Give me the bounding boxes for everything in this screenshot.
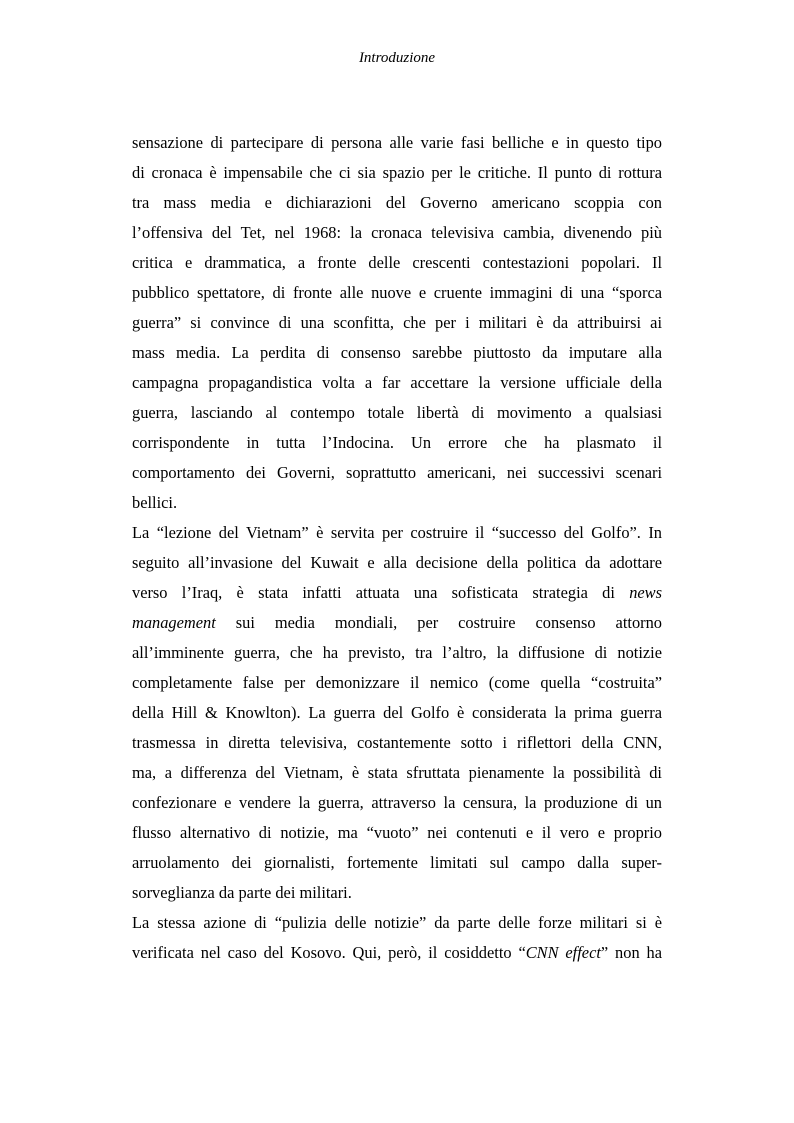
text-line: La “lezione del Vietnam” è servita per costruire il “successo del Golfo”. In [132,523,662,542]
text-line: campagna propagandistica volta a far accettare la versione ufficiale della [132,373,662,392]
text-line: guerra, lasciando al contempo totale libertà di movimento a qualsiasi [132,403,662,422]
text-segment: verificata nel caso del Kosovo. Qui, però, il cosiddetto “ [132,943,526,962]
text-line: completamente false per demonizzare il nemico (come quella “costruita” [132,673,662,692]
italic-term: CNN effect [525,943,601,962]
text-line: critica e drammatica, a fronte delle crescenti contestazioni popolari. Il [132,253,662,272]
text-line: corrispondente in tutta l’Indocina. Un errore che ha plasmato il [132,433,662,452]
italic-term: news [629,583,662,602]
text-line: pubblico spettatore, di fronte alle nuove e cruente immagini di una “sporca [132,283,662,302]
page-header-title: Introduzione [358,50,436,66]
text-line: mass media. La perdita di consenso sarebbe piuttosto da imputare alla [132,343,662,362]
text-line: comportamento dei Governi, soprattutto americani, nei successivi scenari [132,463,662,482]
text-line: bellici. [132,493,178,512]
text-line: della Hill & Knowlton). La guerra del Golfo è considerata la prima guerra [132,703,662,722]
text-segment: ” non ha [600,943,662,962]
text-line: sensazione di partecipare di persona alle varie fasi belliche e in questo tipo [132,133,662,152]
text-line: trasmessa in diretta televisiva, costantemente sotto i riflettori della CNN, [132,733,662,752]
text-line [132,578,662,608]
text-line: arruolamento dei giornalisti, fortemente limitati sul campo dalla super- [132,853,662,872]
text-line [132,608,662,638]
text-segment: verso l’Iraq, è stata infatti attuata una sofisticata strategia di [132,583,615,602]
text-line: all’imminente guerra, che ha previsto, tra l’altro, la diffusione di notizie [132,643,662,662]
italic-term: management [132,613,216,632]
text-line [132,938,662,968]
text-line: ma, a differenza del Vietnam, è stata sfruttata pienamente la possibilità di [132,763,662,782]
text-line: tra mass media e dichiarazioni del Governo americano scoppia con [132,193,662,212]
text-line: flusso alternativo di notizie, ma “vuoto” nei contenuti e il vero e proprio [132,823,662,842]
text-line: guerra” si convince di una sconfitta, che per i militari è da attribuirsi ai [132,313,662,332]
text-line: seguito all’invasione del Kuwait e alla decisione della politica da adottare [132,553,662,572]
body-text [132,128,662,968]
text-line: l’offensiva del Tet, nel 1968: la cronaca televisiva cambia, divenendo più [132,223,662,242]
text-line: confezionare e vendere la guerra, attraverso la censura, la produzione di un [132,793,662,812]
text-line: sorveglianza da parte dei militari. [132,883,352,902]
text-line: di cronaca è impensabile che ci sia spazio per le critiche. Il punto di rottura [132,163,662,182]
text-segment: sui media mondiali, per costruire consenso attorno [235,613,662,632]
text-line: La stessa azione di “pulizia delle notizie” da parte delle forze militari si è [132,913,662,932]
